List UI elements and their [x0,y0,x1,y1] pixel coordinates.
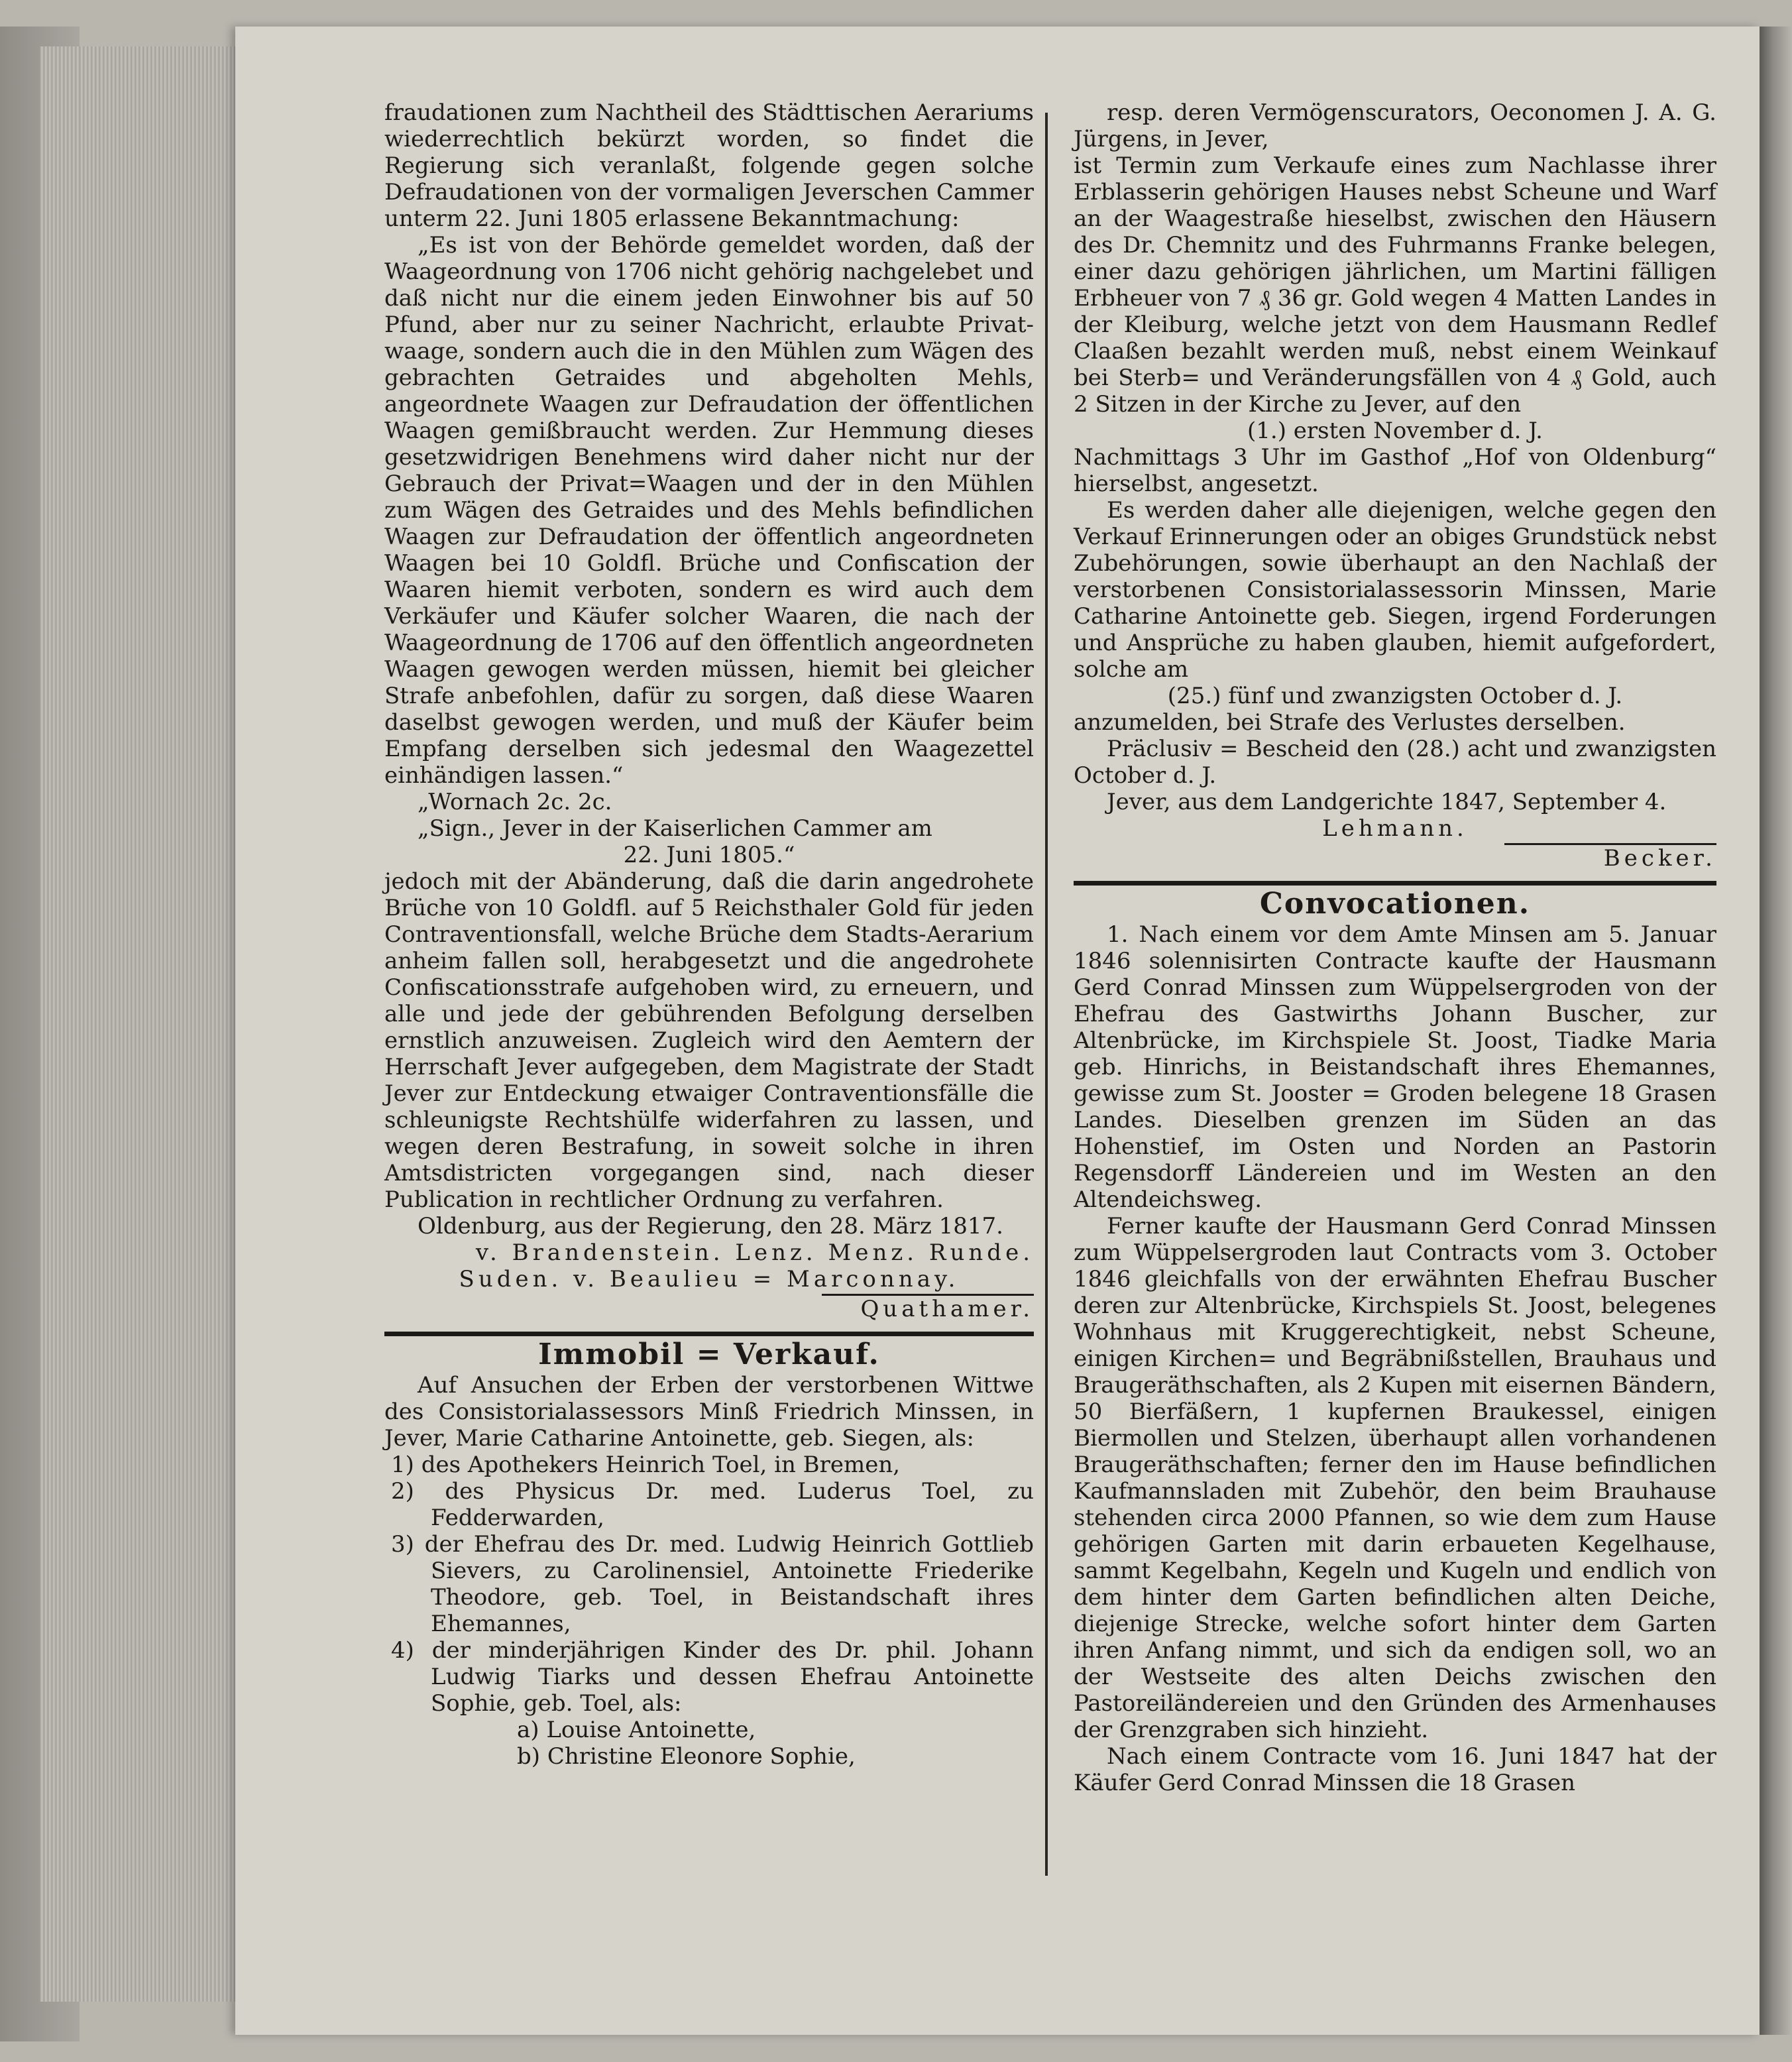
paragraph: Auf Ansuchen der Erben der verstorbenen Wittwe des Consistorialassessors Minß Friedrich Minssen, in Jever, Marie Catharine Antoinette, geb. Siegen, als: [384,1372,1034,1452]
list-item: 3) der Ehefrau des Dr. med. Ludwig Heinrich Gottlieb Sievers, zu Carolinensiel, Antoinette Friederike Theodore, geb. Toel, in Beistandschaft ihres Ehemannes, [391,1531,1034,1637]
list-item: 4) der minderjährigen Kinder des Dr. phil. Johann Ludwig Tiarks und dessen Ehefrau Antoinette Sophie, geb. Toel, als: [391,1637,1034,1717]
date-line: (1.) ersten November d. J. [1247,418,1543,444]
left-column [384,99,1034,2002]
paragraph: Nach einem Contracte vom 16. Juni 1847 hat der Käufer Gerd Conrad Minssen die 18 Grasen [1074,1743,1716,1796]
signature-line: „Sign., Jever in der Kaiserlichen Cammer am [418,815,932,842]
paragraph: 1. Nach einem vor dem Amte Minsen am 5. Januar 1846 solennisirten Contracte kaufte der Hausmann Gerd Conrad Minssen zum Wüppelsergroden von der Ehefrau des Gastwirths Johann Buscher, zur Altenbrücke, im Kirchspiele St. Joost, Tiadke Maria geb. Hinrichs, in Beistandschaft ihres Ehemannes, gewisse zum St. Jooster = Groden belegene 18 Grasen Landes. Dieselben grenzen im Süden an das Hohenstief, im Osten und Norden an Pastorin Regensdorff Ländereien und im Westen an den Altendeichsweg. [1074,921,1716,1213]
paragraph: Nachmittags 3 Uhr im Gasthof „Hof von Oldenburg“ hierselbst, angesetzt. [1074,444,1716,497]
paragraph: Es werden daher alle diejenigen, welche gegen den Verkauf Erinnerungen oder an obiges Grundstück nebst Zubehörungen, sowie überhaupt an den Nachlaß der verstorbenen Consistorialassessorin Minssen, Marie Catharine Antoinette geb. Siegen, irgend Forderungen und Ansprüche zu haben glauben, hiemit aufgefordert, solche am [1074,497,1716,683]
section-rule [1074,881,1716,886]
date-line: (25.) fünf und zwanzigsten October d. J. [1167,683,1623,709]
signatories: v. Brandenstein. Lenz. Menz. Runde. [475,1239,1034,1266]
page-stack-edge [40,46,239,2002]
list-item: 1) des Apothekers Heinrich Toel, in Bremen, [391,1452,901,1478]
page-gutter-shadow [1760,27,1792,2035]
section-heading: Immobil = Verkauf. [538,1338,880,1371]
signatories: Suden. v. Beaulieu = Marconnay. [459,1266,960,1292]
paragraph: fraudationen zum Nachtheil des Städttischen Aerariums wiederrechtlich bekürzt worden, so findet die Regierung sich veranlaßt, folgende gegen solche Defraudationen von der vormaligen Jeverschen Cammer unterm 22. Juni 1805 erlassene Bekanntmachung: [384,99,1034,232]
secretary-signature: Quathamer. [860,1296,1034,1322]
paragraph: resp. deren Vermögenscurators, Oeconomen J. A. G. Jürgens, in Jever, [1074,99,1716,152]
paragraph: Ferner kaufte der Hausmann Gerd Conrad Minssen zum Wüppelsergroden laut Contracts vom 3. October 1846 gleichfalls von der erwähnten Ehefrau Buscher deren zur Altenbrücke, Kirchspiels St. Joost, belegenes Wohnhaus mit Kruggerechtigkeit, nebst Scheune, einigen Kirchen= und Begräbnißstellen, Brauhaus und Braugeräthschaften, als 2 Kupen mit eisernen Bändern, 50 Bierfäßern, 1 kupfernen Braukessel, einigen Biermollen und Stelzen, überhaupt allen vorhandenen Braugeräthschaften; ferner den im Hause befindlichen Kaufmannsladen mit Zubehör, den beim Brauhause stehenden circa 2000 Pfannen, so wie dem zum Hause gehörigen Garten mit darin erbaueten Kegelhause, sammt Kegelbahn, Kegeln und Kugeln und endlich von dem hinter dem Garten befindlichen alten Deiche, diejenige Strecke, welche sofort hinter dem Garten ihren Anfang nimmt, und sich da endigen soll, wo an der Westseite des alten Deichs zwischen den Pastoreiländereien und den Gründen des Armenhauses der Grenzgraben sich hinzieht. [1074,1213,1716,1743]
dateline: Jever, aus dem Landgerichte 1847, September 4. [1107,789,1667,815]
section-rule [384,1332,1034,1336]
sub-list-item: a) Louise Antoinette, [517,1717,756,1743]
paragraph: „Wornach 2c. 2c. [418,789,612,815]
paragraph: Präclusiv = Bescheid den (28.) acht und zwanzigsten October d. J. [1074,736,1716,789]
section-heading: Convocationen. [1259,887,1531,921]
paragraph: anzumelden, bei Strafe des Verlustes derselben. [1074,709,1626,736]
paragraph: ist Termin zum Verkaufe eines zum Nachlasse ihrer Erblasserin gehörigen Hauses nebst Scheune und Warf an der Waagestraße hieselbst, zwischen den Häusern des Dr. Chemnitz und des Fuhrmanns Franke belegen, einer dazu gehörigen jährlichen, um Martini fälligen Erbheuer von 7 ₰ 36 gr. Gold wegen 4 Matten Landes in der Kleiburg, welche jetzt von dem Hausmann Redlef Claaßen bezahlt werden muß, nebst einem Weinkauf bei Sterb= und Veränderungsfällen von 4 ₰ Gold, auch 2 Sitzen in der Kirche zu Jever, auf den [1074,152,1716,418]
quoted-proclamation: „Es ist von der Behörde gemeldet worden, daß der Waageordnung von 1706 nicht gehörig nachgelebet und daß nicht nur die einem jeden Einwohner bis auf 50 Pfund, aber nur zu seiner Nachricht, erlaubte Privat-waage, sondern auch die in den Mühlen zum Wägen des gebrachten Getraides und abgeholten Mehls, angeordnete Waagen zur Defraudation der öffentlichen Waagen gemißbraucht werden. Zur Hemmung dieses gesetzwidrigen Benehmens wird daher nicht nur der Gebrauch der Privat=Waagen und der in den Mühlen zum Wägen des Getraides und des Mehls befindlichen Waagen zur Defraudation der öffentlich angeordneten Waagen bei 10 Goldfl. Brüche und Confiscation der Waaren hiemit verboten, sondern es wird auch dem Verkäufer und Käufer solcher Waaren, die nach der Waageordnung de 1706 auf den öffentlich angeordneten Waagen gewogen werden müssen, hiemit bei gleicher Strafe anbefohlen, dafür zu sorgen, daß diese Waaren daselbst gewogen werden, und muß der Käufer beim Empfang derselben sich jedesmal den Waagezettel einhändigen lassen.“ [384,232,1034,789]
list-item: 2) des Physicus Dr. med. Luderus Toel, zu Fedderwarden, [391,1478,1034,1531]
paragraph: jedoch mit der Abänderung, daß die darin angedrohete Brüche von 10 Goldfl. auf 5 Reichsthaler Gold für jeden Contraventionsfall, welche Brüche dem Stadts-Aerarium anheim fallen soll, herabgesetzt und die angedrohete Confiscationsstrafe aufgehoben wird, zu erneuern, und alle und jede der gebührenden Befolgung derselben ernstlich anzuweisen. Zugleich wird den Aemtern der Herrschaft Jever aufgegeben, dem Magistrate der Stadt Jever zur Entdeckung etwaiger Contraventionsfälle die schleunigste Rechtshülfe widerfahren zu lassen, und wegen deren Bestrafung, in soweit solche in ihren Amtsdistricten vorgegangen sind, nach dieser Publication in rechtlicher Ordnung zu verfahren. [384,868,1034,1213]
sub-list-item: b) Christine Eleonore Sophie, [517,1743,856,1770]
judge-signature: Lehmann. [1322,815,1468,842]
right-column [1074,99,1716,2002]
dateline: Oldenburg, aus der Regierung, den 28. März 1817. [418,1213,1003,1239]
signature-date: 22. Juni 1805.“ [623,842,795,868]
column-divider [1045,113,1048,1876]
clerk-signature: Becker. [1603,845,1716,872]
